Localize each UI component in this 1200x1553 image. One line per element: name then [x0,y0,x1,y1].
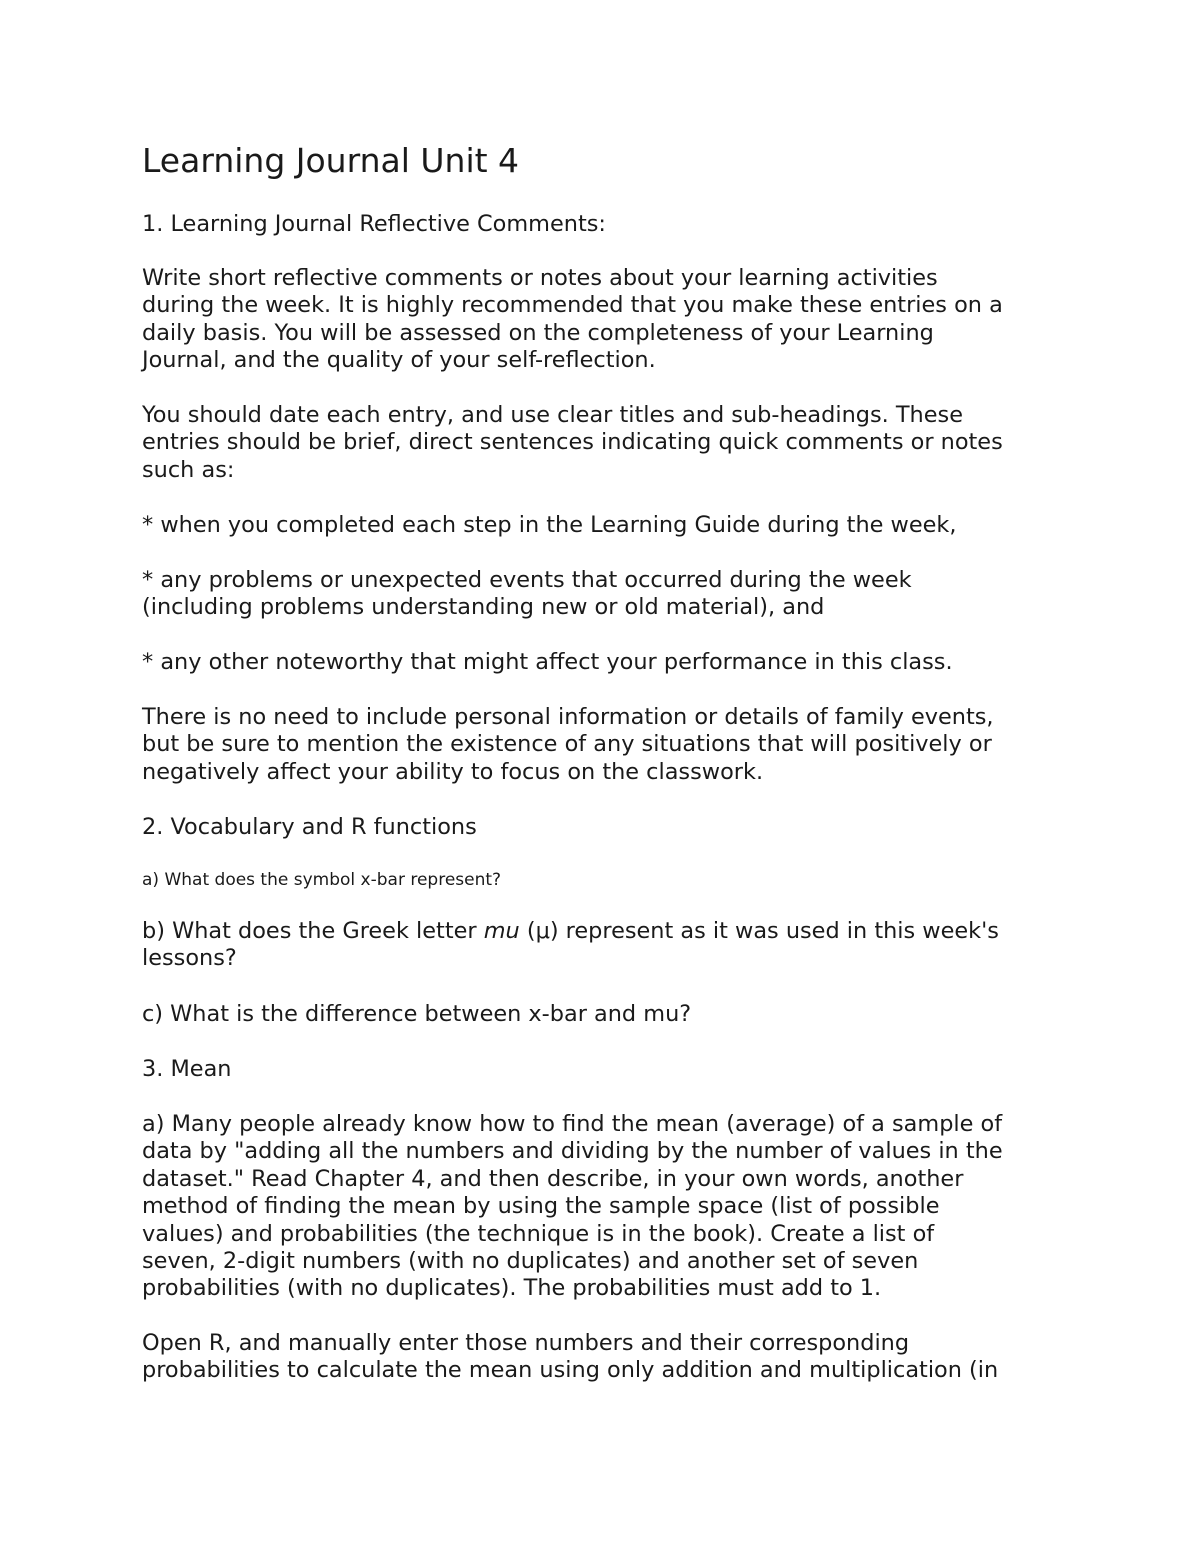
question-2c: c) What is the difference between x-bar and mu? [142,1001,692,1027]
text-line: seven, 2-digit numbers (with no duplicates) and another set of seven [142,1248,919,1275]
question-3a [142,1111,1062,1303]
text-line: during the week. It is highly recommended that you make these entries on a [142,292,1003,319]
paragraph-instructions [142,265,1062,375]
q2b-prefix: b) What does the Greek letter [142,918,484,944]
bullet-item [142,567,1062,622]
text-line: * any problems or unexpected events that occurred during the week [142,567,912,593]
text-line: dataset." Read Chapter 4, and then describe, in your own words, another [142,1165,964,1192]
text-line: Open R, and manually enter those numbers and their corresponding [142,1330,910,1356]
text-line: You should date each entry, and use clear titles and sub-headings. These [142,402,963,428]
text-line: data by "adding all the numbers and dividing by the number of values in the [142,1138,1003,1165]
text-line: probabilities (with no duplicates). The probabilities must add to 1. [142,1275,882,1302]
question-2b [142,918,1062,973]
text-line [142,918,1062,945]
q2b-suffix: (μ) represent as it was used in this week's [519,918,999,944]
text-line: such as: [142,456,235,483]
question-2a: a) What does the symbol x-bar represent? [142,870,502,890]
bullet-item: * any other noteworthy that might affect your performance in this class. [142,649,953,675]
text-line: lessons? [142,945,237,972]
text-line: Write short reflective comments or notes about your learning activities [142,265,938,291]
paragraph-privacy [142,704,1062,786]
text-line: but be sure to mention the existence of any situations that will positively or [142,731,992,758]
text-line: values) and probabilities (the technique is in the book). Create a list of [142,1220,935,1247]
text-line: There is no need to include personal information or details of family events, [142,704,994,730]
section-2-heading: 2. Vocabulary and R functions [142,814,477,840]
text-line: probabilities to calculate the mean using only addition and multiplication (in [142,1357,999,1384]
paragraph-dating [142,402,1062,484]
text-line: daily basis. You will be assessed on the completeness of your Learning [142,319,934,346]
q2b-italic-mu: mu [483,918,520,944]
text-line: entries should be brief, direct sentences indicating quick comments or notes [142,429,1003,456]
text-line: (including problems understanding new or old material), and [142,594,825,621]
bullet-item: * when you completed each step in the Learning Guide during the week, [142,512,957,538]
text-line: negatively affect your ability to focus on the classwork. [142,758,764,785]
paragraph-open-r [142,1330,1062,1385]
text-line: Journal, and the quality of your self-reflection. [142,347,656,374]
text-line: a) Many people already know how to find the mean (average) of a sample of [142,1111,1003,1137]
section-3-heading: 3. Mean [142,1056,232,1082]
document-title: Learning Journal Unit 4 [142,141,520,180]
text-line: method of finding the mean by using the sample space (list of possible [142,1193,940,1220]
section-1-heading: 1. Learning Journal Reflective Comments: [142,211,606,237]
